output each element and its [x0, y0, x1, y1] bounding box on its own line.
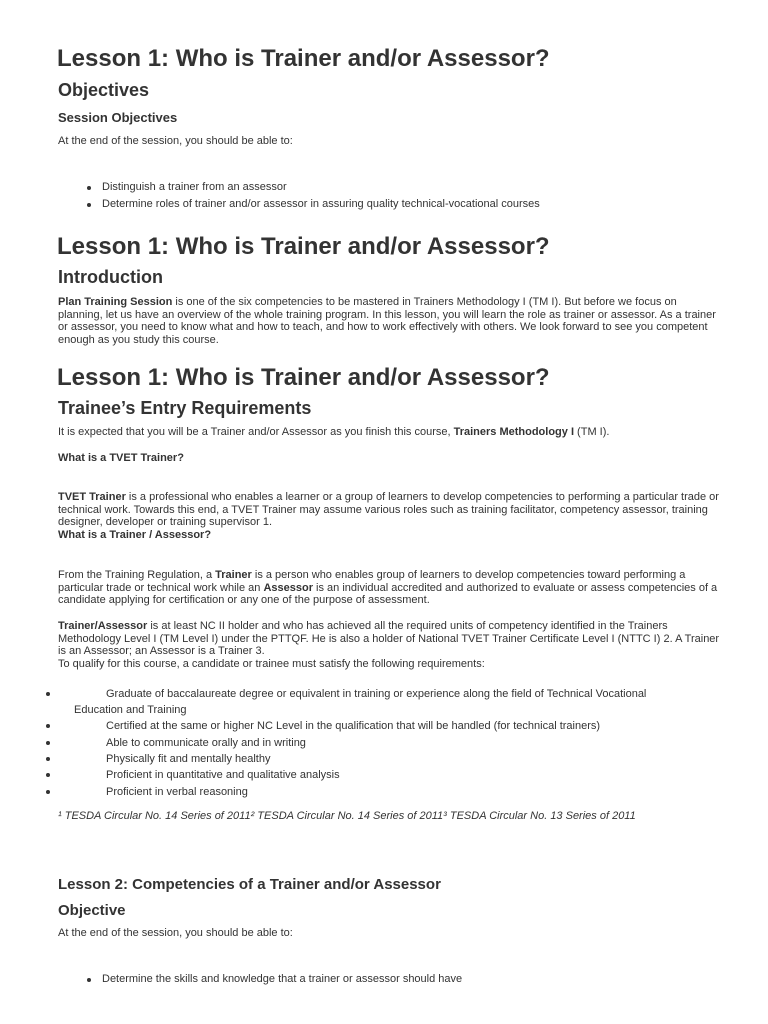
- bullet-dot: [46, 692, 50, 696]
- trainer-assessor-definition: Trainer/Assessor is at least NC II holder and who has achieved all the required units of competency identified in the Trainers Methodology Level I (TM Level I) under the PTTQF. He is also a holder of National TVET Trainer Certificate Level I (NTTC I) 2. A Trainer is an Assessor; an Assessor is a Trainer 3. To qualify for this course, a candidate or trainee must satisfy the following requirements:: [58, 620, 720, 670]
- entry-requirements-heading: Trainee’s Entry Requirements: [58, 398, 312, 418]
- bullet-dot: [46, 790, 50, 794]
- training-regulation-paragraph: From the Training Regulation, a Trainer is a person who enables group of learners to develop competencies toward performing a particular trade or technical work while an Assessor is an individual accredited and authorized to evaluate or assess competencies of a candidate applying for certification or any one of the purpose of assessment.: [58, 569, 718, 607]
- entry-expectation-text: It is expected that you will be a Trainer and/or Assessor as you finish this course, Trainers Methodology I (TM I).: [58, 426, 610, 438]
- bullet-dot: [46, 757, 50, 761]
- objectives-heading: Objectives: [58, 80, 150, 100]
- bullet-dot: [46, 741, 50, 745]
- session-objectives-subheading: Session Objectives: [58, 110, 178, 125]
- requirement-item: Proficient in verbal reasoning: [46, 784, 726, 800]
- requirement-item: Proficient in quantitative and qualitative analysis: [46, 767, 726, 783]
- requirement-item: Certified at the same or higher NC Level in the qualification that will be handled (for technical trainers): [46, 718, 726, 734]
- introduction-paragraph: [58, 296, 722, 346]
- requirement-item: Graduate of baccalaureate degree or equivalent in training or experience along the field of Technical Vocational Education and Training: [46, 686, 726, 718]
- plan-training-session-term: Plan Training Session: [58, 296, 173, 308]
- introduction-heading: Introduction: [58, 267, 163, 287]
- tvet-trainer-question: What is a TVET Trainer?: [58, 452, 184, 464]
- lesson-2-title: Lesson 2: Competencies of a Trainer and/or Assessor: [58, 876, 441, 893]
- requirement-item: Physically fit and mentally healthy: [46, 751, 726, 767]
- tvet-trainer-definition: TVET Trainer is a professional who enables a learner or a group of learners to develop competencies to performing a particular trade or technical work. Towards this end, a TVET Trainer may assume various roles such as training facilitator, competency assessor, training designer, developer or training supervisor 1.: [58, 491, 719, 529]
- trainer-assessor-question: What is a Trainer / Assessor?: [58, 529, 212, 541]
- session-intro-text: At the end of the session, you should be able to:: [58, 135, 293, 147]
- bullet-dot: [46, 773, 50, 777]
- footnotes: ¹ TESDA Circular No. 14 Series of 2011² TESDA Circular No. 14 Series of 2011³ TESDA Circular No. 13 Series of 2011: [58, 810, 636, 822]
- lesson-1-title-objectives: Lesson 1: Who is Trainer and/or Assessor?: [57, 45, 550, 72]
- lesson-2-intro-text: At the end of the session, you should be able to:: [58, 927, 293, 939]
- bullet-dot: [46, 724, 50, 728]
- lesson-1-title-entry-requirements: Lesson 1: Who is Trainer and/or Assessor?: [57, 364, 550, 391]
- requirement-item: Able to communicate orally and in writing: [46, 735, 726, 751]
- introduction-body: is one of the six competencies to be mastered in Trainers Methodology I (TM I). But before we focus on planning, let us have an overview of the whole training program. In this lesson, you will learn the role as trainer or assessor. As a trainer or assessor, you need to know what and how to teach, and how to work effectively with others. We look forward to see you competent enough as you study this course.: [58, 296, 716, 346]
- objective-heading: Objective: [58, 902, 126, 919]
- objective-item: Determine roles of trainer and/or assessor in assuring quality technical-vocational courses: [102, 198, 540, 210]
- objective-item: Distinguish a trainer from an assessor: [102, 181, 287, 193]
- objective-item: Determine the skills and knowledge that a trainer or assessor should have: [102, 973, 463, 985]
- lesson-1-title-introduction: Lesson 1: Who is Trainer and/or Assessor?: [57, 233, 550, 260]
